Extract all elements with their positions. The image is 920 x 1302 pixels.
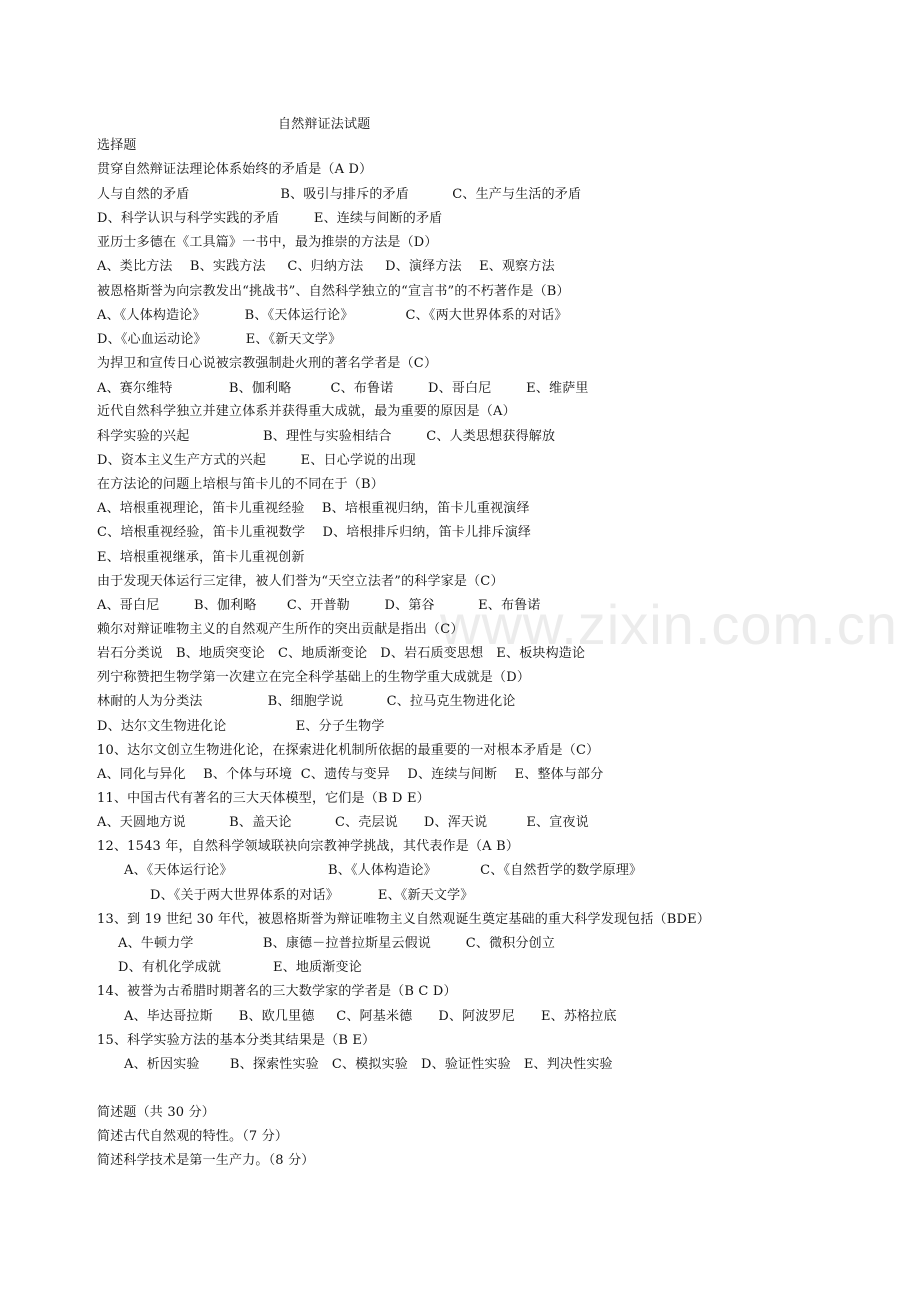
section-heading-choice: 选择题 — [97, 138, 137, 153]
option-line: D、《关于两大世界体系的对话》 E、《新天文学》 — [150, 888, 474, 903]
option-line: D、达尔文生物进化论 E、分子生物学 — [97, 719, 385, 734]
option-text: 《天体运行论》 B、《人体构造论》 C、《自然哲学的数学原理》 — [146, 863, 643, 878]
question-line: 被恩格斯誉为向宗教发出“挑战书”、自然科学独立的“宣言书”的不朽著作是（B） — [97, 284, 570, 299]
option-line: A、析因实验 B、探索性实验 C、模拟实验 D、验证性实验 E、判决性实验 — [124, 1057, 613, 1072]
section-heading-short: 简述题（共 30 分） — [97, 1105, 216, 1120]
question-line: 11、中国古代有著名的三大天体模型，它们是（B D E） — [97, 791, 430, 806]
option-line: A、牛顿力学 B、康德－拉普拉斯星云假说 C、微积分创立 — [118, 936, 556, 951]
option-line: C、培根重视经验，笛卡儿重视数学 D、培根排斥归纳，笛卡儿排斥演绎 — [97, 525, 532, 540]
question-line: 10、达尔文创立生物进化论，在探索进化机制所依据的最重要的一对根本矛盾是（C） — [97, 743, 600, 758]
option-line: A、《天体运行论》 B、《人体构造论》 C、《自然哲学的数学原理》 — [124, 863, 643, 878]
short-question-2: 简述科学技术是第一生产力。（8 分） — [97, 1153, 315, 1168]
option-line: D、《心血运动论》 E、《新天文学》 — [97, 332, 342, 347]
question-line: 为捍卫和宣传日心说被宗教强制赴火刑的著名学者是（C） — [97, 356, 438, 371]
option-line: A、哥白尼 B、伽利略 C、开普勒 D、第谷 E、布鲁诺 — [97, 598, 541, 613]
option-line: A、赛尔维特 B、伽利略 C、布鲁诺 D、哥白尼 E、维萨里 — [97, 381, 589, 396]
option-line: A、培根重视理论，笛卡儿重视经验 B、培根重视归纳，笛卡儿重视演绎 — [97, 501, 530, 516]
option-line: D、科学认识与科学实践的矛盾 E、连续与间断的矛盾 — [97, 211, 443, 226]
question-line: 贯穿自然辩证法理论体系始终的矛盾是（A D） — [97, 162, 373, 177]
option-line: A、天圆地方说 B、盖天论 C、壳层说 D、浑天说 E、宣夜说 — [97, 815, 589, 830]
question-line: 由于发现天体运行三定律，被人们誉为“天空立法者”的科学家是（C） — [97, 574, 504, 589]
option-line: 人与自然的矛盾 B、吸引与排斥的矛盾 C、生产与生活的矛盾 — [97, 187, 582, 202]
question-line: 13、到 19 世纪 30 年代，被恩格斯誉为辩证唯物主义自然观诞生奠定基础的重大科学发现包括（BDE） — [97, 912, 711, 927]
option-line: A、《人体构造论》 B、《天体运行论》 C、《两大世界体系的对话》 — [97, 308, 568, 323]
watermark: www.zixin.com.cn — [440, 593, 898, 656]
option-line: A、类比方法 B、实践方法 C、归纳方法 D、演绎方法 E、观察方法 — [97, 259, 555, 274]
question-line: 近代自然科学独立并建立体系并获得重大成就，最为重要的原因是（A） — [97, 404, 516, 419]
option-line: 岩石分类说 B、地质突变论 C、地质渐变论 D、岩石质变思想 E、板块构造论 — [97, 646, 586, 661]
question-line: 赖尔对辩证唯物主义的自然观产生所作的突出贡献是指出（C） — [97, 622, 464, 637]
option-line: D、资本主义生产方式的兴起 E、日心学说的出现 — [97, 453, 416, 468]
option-line: 科学实验的兴起 B、理性与实验相结合 C、人类思想获得解放 — [97, 429, 556, 444]
option-line: E、培根重视继承，笛卡儿重视创新 — [97, 550, 305, 565]
option-line: A、同化与异化 B、个体与环境 C、遗传与变异 D、连续与间断 E、整体与部分 — [97, 767, 604, 782]
question-line: 在方法论的问题上培根与笛卡儿的不同在于（B） — [97, 477, 384, 492]
question-line: 12、1543 年，自然科学领域联袂向宗教神学挑战，其代表作是（A B） — [97, 839, 520, 854]
question-line: 列宁称赞把生物学第一次建立在完全科学基础上的生物学重大成就是（D） — [97, 670, 531, 685]
question-line: 14、被誉为古希腊时期著名的三大数学家的学者是（B C D） — [97, 984, 457, 999]
question-line: 15、科学实验方法的基本分类其结果是（B E） — [97, 1033, 376, 1048]
option-line: D、有机化学成就 E、地质渐变论 — [118, 960, 362, 975]
option-line: 林耐的人为分类法 B、细胞学说 C、拉马克生物进化论 — [97, 694, 516, 709]
page-title: 自然辩证法试题 — [278, 117, 371, 132]
question-line: 亚历士多德在《工具篇》一书中，最为推崇的方法是（D） — [97, 235, 438, 250]
option-line: A、毕达哥拉斯 B、欧几里德 C、阿基米德 D、阿波罗尼 E、苏格拉底 — [124, 1009, 617, 1024]
short-question-1: 简述古代自然观的特性。（7 分） — [97, 1129, 289, 1144]
